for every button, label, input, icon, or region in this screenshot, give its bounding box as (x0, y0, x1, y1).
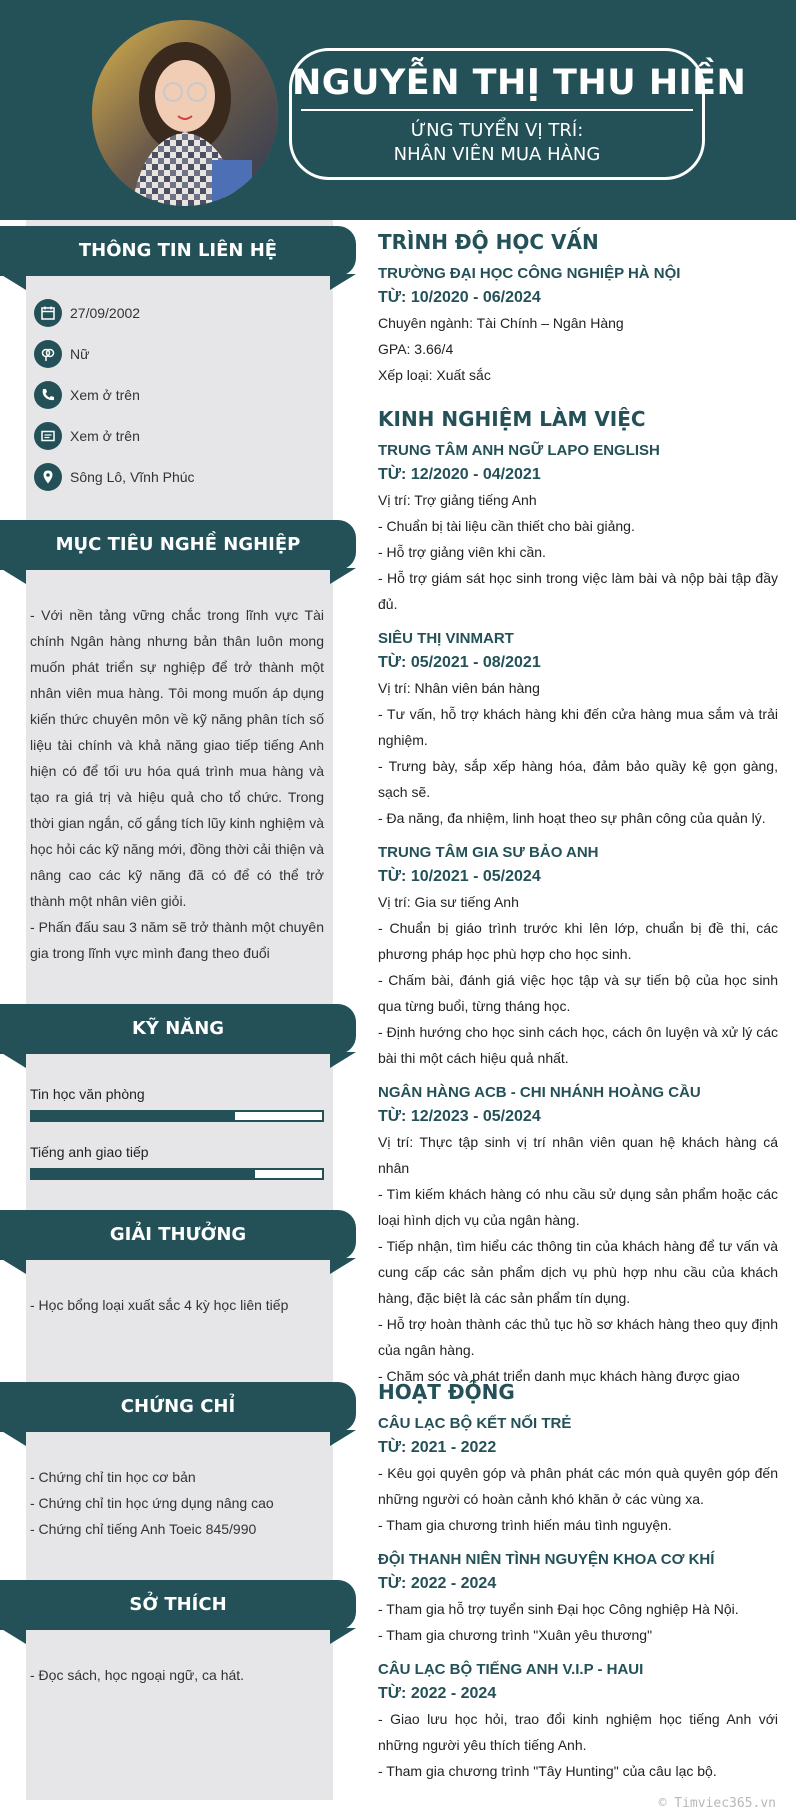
skill-bar (30, 1168, 324, 1180)
role-value: NHÂN VIÊN MUA HÀNG (393, 144, 601, 165)
job-line: - Chăm sóc và phát triển danh mục khách hàng được giao (378, 1368, 740, 1384)
awards-banner (0, 1210, 356, 1260)
role-label: ỨNG TUYỂN VỊ TRÍ: (410, 120, 584, 141)
job-org: TRUNG TÂM ANH NGỮ LAPO ENGLISH (378, 442, 660, 459)
education-period: TỪ: 10/2020 - 06/2024 (378, 289, 541, 306)
name-box (289, 48, 747, 180)
watermark: © Timviec365.vn (658, 1796, 776, 1811)
contact-text: Xem ở trên (70, 428, 140, 444)
education-title: TRÌNH ĐỘ HỌC VẤN (378, 230, 599, 254)
skill-bar-fill (32, 1112, 235, 1120)
skill-bar-fill (32, 1170, 255, 1178)
phone-icon (34, 381, 62, 409)
job-line: Vị trí: Nhân viên bán hàng (378, 680, 540, 696)
skills-title: KỸ NĂNG (131, 1018, 225, 1039)
job-line: - Định hướng cho học sinh cách học, cách ôn luyện và xử lý các bài thi một cách hiệu quả nhất. (378, 1024, 778, 1066)
job-org: TRUNG TÂM GIA SƯ BẢO ANH (378, 844, 599, 861)
job-line: - Hỗ trợ giảng viên khi cần. (378, 544, 546, 560)
activity-line: - Kêu gọi quyên góp và phân phát các món quà quyên góp đến những người có hoàn cảnh khó khăn ở các vùng xa. (378, 1465, 778, 1507)
job-item (378, 627, 778, 831)
list-item: - Chứng chỉ tin học cơ bản (30, 1469, 196, 1485)
activity-org: ĐỘI THANH NIÊN TÌNH NGUYỆN KHOA CƠ KHÍ (378, 1551, 715, 1568)
skills-banner (0, 1004, 356, 1054)
job-item (378, 1081, 778, 1389)
job-item (378, 439, 778, 617)
list-item: - Chứng chỉ tin học ứng dụng nâng cao (30, 1495, 274, 1511)
activity-org: CÂU LẠC BỘ TIẾNG ANH V.I.P - HAUI (378, 1661, 644, 1678)
job-line: - Tư vấn, hỗ trợ khách hàng khi đến cửa hàng mua sắm và trải nghiệm. (378, 706, 778, 748)
activity-period: TỪ: 2022 - 2024 (378, 1575, 497, 1592)
school-name: TRƯỜNG ĐẠI HỌC CÔNG NGHIỆP HÀ NỘI (378, 265, 681, 282)
activities-title: HOẠT ĐỘNG (378, 1380, 515, 1404)
job-line: - Trưng bày, sắp xếp hàng hóa, đảm bảo quầy kệ gọn gàng, sạch sẽ. (378, 758, 778, 800)
contact-banner (0, 226, 356, 276)
objective-title: MỤC TIÊU NGHỀ NGHIỆP (55, 534, 301, 555)
activity-line: - Tham gia chương trình hiến máu tình nguyện. (378, 1517, 672, 1533)
contact-text: Nữ (70, 346, 90, 362)
activity-item (378, 1548, 778, 1648)
job-line: - Đa năng, đa nhiệm, linh hoạt theo sự phân công của quản lý. (378, 810, 766, 826)
contact-item-birthday (34, 298, 140, 328)
job-line: - Chuẩn bị giáo trình trước khi lên lớp, chuẩn bị đề thi, các phương pháp học phù hợp cho học sinh. (378, 920, 778, 962)
candidate-name: NGUYỄN THỊ THU HIỀN (292, 63, 747, 103)
list-item: - Học bổng loại xuất sắc 4 kỳ học liên tiếp (30, 1297, 289, 1313)
skill-bar (30, 1110, 324, 1122)
contact-text: 27/09/2002 (70, 305, 141, 321)
contact-text: Xem ở trên (70, 387, 140, 403)
activity-line: - Tham gia chương trình "Tây Hunting" của câu lạc bộ. (378, 1763, 717, 1779)
job-line: - Chấm bài, đánh giá việc học tập và sự tiến bộ của học sinh qua từng buổi, từng tháng học. (378, 972, 778, 1014)
education-line: Chuyên ngành: Tài Chính – Ngân Hàng (378, 315, 624, 331)
job-item (378, 841, 778, 1071)
job-org: NGÂN HÀNG ACB - CHI NHÁNH HOÀNG CẦU (378, 1084, 701, 1101)
activity-line: - Tham gia hỗ trợ tuyển sinh Đại học Công nghiệp Hà Nội. (378, 1601, 739, 1617)
skill-item (30, 1086, 324, 1122)
contact-text: Sông Lô, Vĩnh Phúc (70, 469, 195, 485)
job-period: TỪ: 12/2020 - 04/2021 (378, 466, 541, 483)
objective-paragraph: - Với nền tảng vững chắc trong lĩnh vực Tài chính Ngân hàng nhưng bản thân luôn mong muốn phát triển sự nghiệp để trở thành một nhân viên mua hàng. Tôi mong muốn áp dụng kiến thức chuyên môn về kỹ năng phân tích số liệu tài chính và khả năng giao tiếp tiếng Anh hiện có để tối ưu hóa quá trình mua hàng và tạo ra giá trị và hiệu quả cho tổ chức. Trong thời gian ngắn, cố gắng tích lũy kinh nghiệm và học hỏi các kỹ năng mới, đồng thời cải thiện và nâng cao các kỹ năng đã có để có thể trở thành một nhân viên giỏi. (30, 607, 324, 909)
list-item: - Đọc sách, học ngoại ngữ, ca hát. (30, 1667, 245, 1683)
gender-icon (34, 340, 62, 368)
hobbies-banner (0, 1580, 356, 1630)
job-period: TỪ: 12/2023 - 05/2024 (378, 1108, 541, 1125)
job-line: - Chuẩn bị tài liệu cần thiết cho bài giảng. (378, 518, 635, 534)
skill-item (30, 1144, 324, 1180)
awards-list (30, 1292, 324, 1318)
education-section (378, 262, 778, 388)
certificates-title: CHỨNG CHỈ (120, 1396, 236, 1417)
activity-item (378, 1412, 778, 1538)
contact-item-gender (34, 339, 89, 369)
awards-title: GIẢI THƯỞNG (109, 1224, 247, 1245)
job-line: Vị trí: Trợ giảng tiếng Anh (378, 492, 537, 508)
hobbies-title: SỞ THÍCH (129, 1594, 227, 1615)
name-divider (301, 109, 693, 111)
job-line: - Tìm kiếm khách hàng có nhu cầu sử dụng sản phẩm hoặc các loại hình dịch vụ của ngân hàng. (378, 1186, 778, 1228)
job-line: Vị trí: Gia sư tiếng Anh (378, 894, 519, 910)
objective-text (30, 602, 324, 966)
skill-name: Tin học văn phòng (30, 1086, 145, 1102)
contact-item-address (34, 462, 195, 492)
job-period: TỪ: 10/2021 - 05/2024 (378, 868, 541, 885)
location-icon (34, 463, 62, 491)
education-line: GPA: 3.66/4 (378, 341, 454, 357)
objective-banner (0, 520, 356, 570)
job-org: SIÊU THỊ VINMART (378, 630, 514, 647)
activity-item (378, 1658, 778, 1784)
skill-name: Tiếng anh giao tiếp (30, 1144, 149, 1160)
hobbies-list (30, 1662, 324, 1688)
certificates-list (30, 1464, 324, 1542)
job-period: TỪ: 05/2021 - 08/2021 (378, 654, 541, 671)
objective-goal: - Phấn đấu sau 3 năm sẽ trở thành một chuyên gia trong lĩnh vực mình đang theo đuổi (30, 919, 324, 961)
education-line: Xếp loại: Xuất sắc (378, 367, 491, 383)
job-line: - Hỗ trợ giám sát học sinh trong việc làm bài và nộp bài tập đầy đủ. (378, 570, 778, 612)
job-line: - Tiếp nhận, tìm hiểu các thông tin của khách hàng để tư vấn và cung cấp các sản phẩm dịch vụ phù hợp nhu cầu của khách hàng, đặc biệt là các sản phẩm tín dụng. (378, 1238, 778, 1306)
contact-item-phone (34, 380, 140, 410)
activity-line: - Giao lưu học hỏi, trao đổi kinh nghiệm học tiếng Anh với những người yêu thích tiếng Anh. (378, 1711, 778, 1753)
profile-photo (92, 20, 278, 206)
header (0, 0, 796, 220)
activity-period: TỪ: 2022 - 2024 (378, 1685, 497, 1702)
calendar-icon (34, 299, 62, 327)
certificates-banner (0, 1382, 356, 1432)
contact-item-email (34, 421, 140, 451)
activity-line: - Tham gia chương trình "Xuân yêu thương" (378, 1627, 653, 1643)
contact-title: THÔNG TIN LIÊN HỆ (78, 240, 278, 261)
job-line: Vị trí: Thực tập sinh vị trí nhân viên quan hệ khách hàng cá nhân (378, 1134, 778, 1176)
activity-org: CÂU LẠC BỘ KẾT NỐI TRẺ (378, 1415, 572, 1432)
list-item: - Chứng chỉ tiếng Anh Toeic 845/990 (30, 1521, 257, 1537)
email-icon (34, 422, 62, 450)
job-line: - Hỗ trợ hoàn thành các thủ tục hồ sơ khách hàng theo quy định của ngân hàng. (378, 1316, 778, 1358)
experience-title: KINH NGHIỆM LÀM VIỆC (378, 407, 646, 431)
activity-period: TỪ: 2021 - 2022 (378, 1439, 497, 1456)
